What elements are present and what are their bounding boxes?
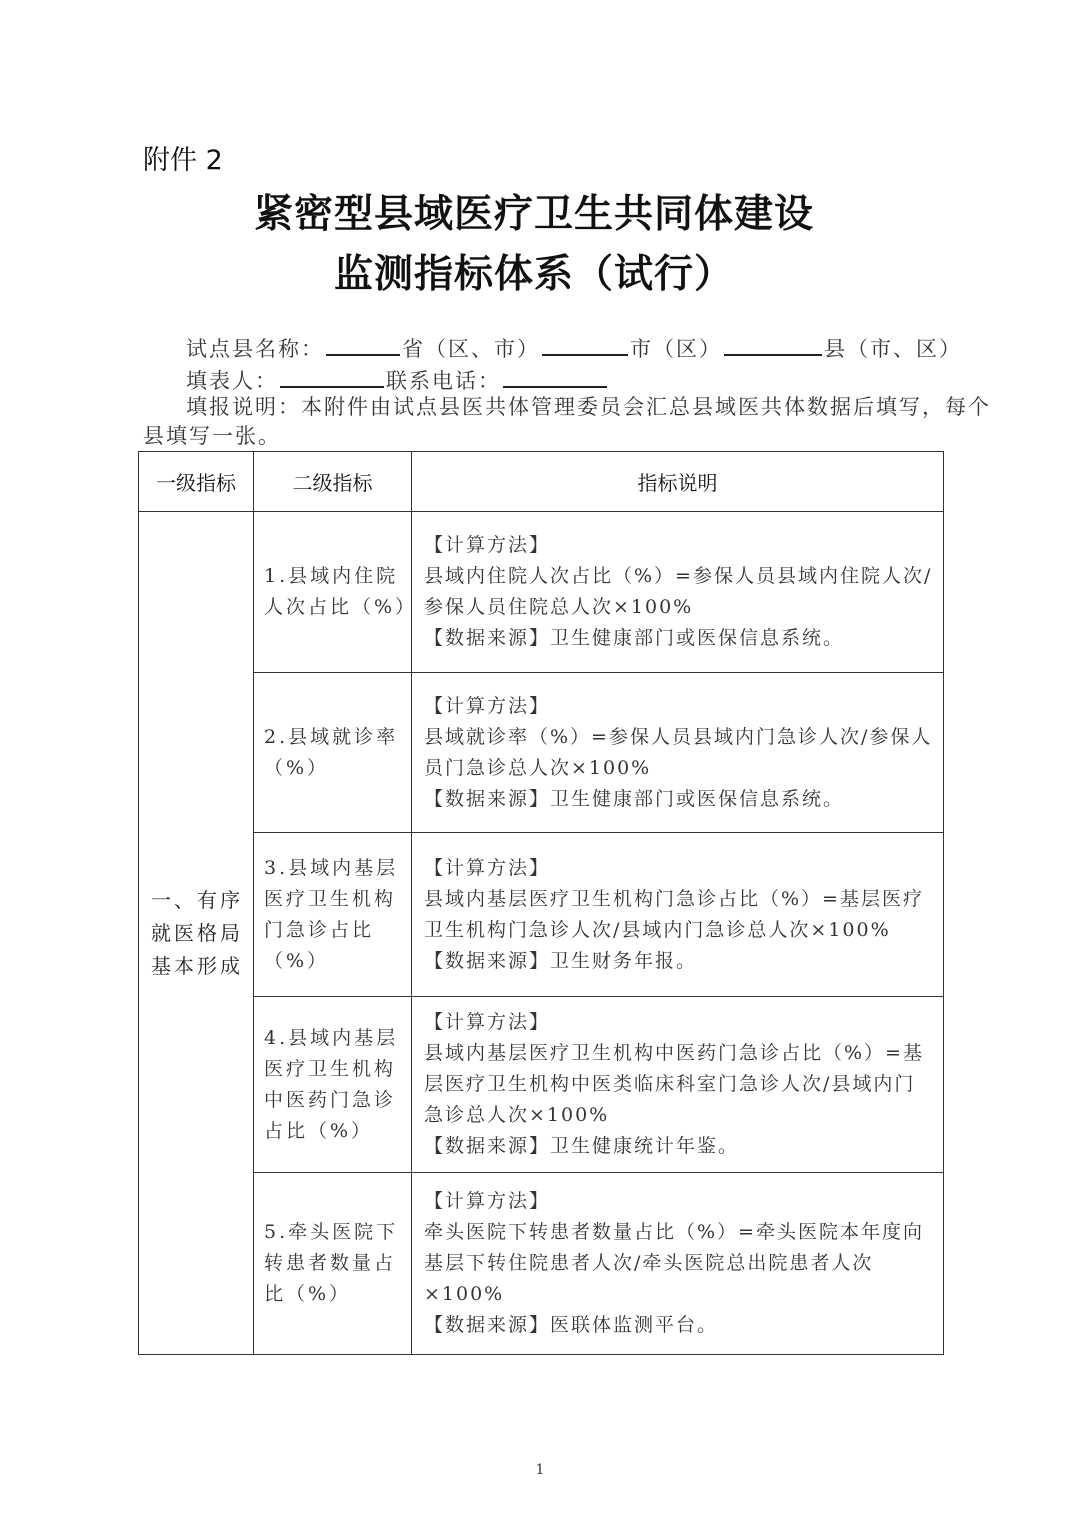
- indicator-name-line: 1.县域内住院: [264, 565, 399, 587]
- description-line: 【计算方法】: [424, 1190, 551, 1212]
- province-label: 省（区、市）: [402, 337, 540, 361]
- header-level2: 二级指标: [254, 452, 412, 512]
- category-line: 一、有序: [151, 887, 243, 912]
- indicator-name-line: 3.县域内基层: [264, 856, 399, 879]
- table-row: [139, 833, 944, 997]
- filler-blank[interactable]: [280, 364, 384, 388]
- document-title-line1: 紧密型县域医疗卫生共同体建设: [253, 192, 814, 237]
- indicator-name-line: 转患者数量占: [264, 1252, 397, 1274]
- indicator-name-line: 医疗卫生机构: [264, 887, 397, 910]
- document-title-line2: 监测指标体系（试行）: [333, 252, 734, 297]
- description-line: 【计算方法】: [424, 694, 551, 717]
- level1-category-cell: [139, 512, 254, 1355]
- indicator-name-cell: [254, 1173, 412, 1355]
- description-line: 层医疗卫生机构中医类临床科室门急诊人次/县域内门: [424, 1073, 916, 1095]
- page-number: 1: [535, 1462, 545, 1478]
- indicator-description-cell: [412, 833, 944, 997]
- description-line: 急诊总人次×100%: [424, 1104, 610, 1126]
- indicator-name-line: 4.县域内基层: [264, 1026, 399, 1049]
- description-line: 牵头医院下转患者数量占比（%）=牵头医院本年度向: [424, 1221, 924, 1243]
- indicator-name-line: 2.县域就诊率: [264, 725, 399, 748]
- indicator-name-cell: [254, 833, 412, 997]
- filler-label: 填表人：: [186, 369, 278, 393]
- indicator-name-line: 人次占比（%）: [264, 596, 418, 618]
- attachment-label: 附件 2: [143, 145, 223, 176]
- description-line: 县域就诊率（%）=参保人员县域内门急诊人次/参保人: [424, 725, 933, 748]
- table-row: [139, 512, 944, 673]
- phone-blank[interactable]: [503, 364, 607, 388]
- description-line: 卫生机构门急诊人次/县域内门急诊总人次×100%: [424, 918, 891, 941]
- description-line: 【计算方法】: [424, 856, 551, 879]
- header-level1: 一级指标: [139, 452, 254, 512]
- description-line: 县域内基层医疗卫生机构中医药门急诊占比（%）=基: [424, 1042, 924, 1064]
- table-header-row: [139, 452, 944, 512]
- description-line: 【数据来源】卫生健康部门或医保信息系统。: [424, 787, 845, 810]
- category-line: 就医格局: [151, 920, 243, 945]
- county-blank[interactable]: [724, 332, 822, 356]
- filler-info-line: [186, 364, 609, 395]
- filling-note: [143, 393, 991, 451]
- description-line: 【数据来源】卫生财务年报。: [424, 949, 698, 972]
- description-line: 基层下转住院患者人次/牵头医院总出院患者人次: [424, 1252, 874, 1274]
- indicator-description-cell: [412, 512, 944, 673]
- indicator-description-cell: [412, 997, 944, 1173]
- description-line: ×100%: [424, 1283, 505, 1305]
- indicator-description-cell: [412, 1173, 944, 1355]
- county-info-line: [186, 332, 962, 363]
- filling-note-line1: 填报说明：本附件由试点县医共体管理委员会汇总县域医共体数据后填写，每个: [186, 395, 991, 419]
- indicator-name-line: 比（%）: [264, 1283, 352, 1305]
- indicator-name-line: （%）: [264, 756, 330, 779]
- description-line: 参保人员住院总人次×100%: [424, 596, 694, 618]
- city-label: 市（区）: [630, 337, 722, 361]
- table-row: [139, 673, 944, 833]
- description-line: 【计算方法】: [424, 534, 551, 556]
- table-row: [139, 1173, 944, 1355]
- description-line: 【数据来源】卫生健康部门或医保信息系统。: [424, 627, 845, 649]
- city-blank[interactable]: [542, 332, 628, 356]
- description-line: 员门急诊总人次×100%: [424, 756, 652, 779]
- phone-label: 联系电话：: [386, 369, 501, 393]
- indicator-name-line: 医疗卫生机构: [264, 1057, 397, 1080]
- county-name-blank[interactable]: [326, 332, 400, 356]
- indicator-name-line: 5.牵头医院下: [264, 1221, 399, 1243]
- description-line: 【计算方法】: [424, 1011, 551, 1033]
- table-row: [139, 997, 944, 1173]
- description-line: 县域内住院人次占比（%）=参保人员县域内住院人次/: [424, 565, 933, 587]
- description-line: 县域内基层医疗卫生机构门急诊占比（%）=基层医疗: [424, 887, 924, 910]
- indicator-name-cell: [254, 997, 412, 1173]
- indicator-name-line: 中医药门急诊: [264, 1088, 397, 1111]
- indicator-name-cell: [254, 673, 412, 833]
- category-line: 基本形成: [151, 953, 243, 978]
- indicator-name-cell: [254, 512, 418, 673]
- indicator-name-line: （%）: [264, 949, 330, 972]
- header-description: 指标说明: [412, 452, 944, 512]
- county-name-label: 试点县名称：: [186, 337, 324, 361]
- indicator-name-line: 占比（%）: [264, 1119, 374, 1142]
- indicator-description-cell: [412, 673, 944, 833]
- indicator-name-line: 门急诊占比: [264, 918, 375, 941]
- county-suffix-label: 县（市、区）: [824, 337, 962, 361]
- filling-note-line2: 县填写一张。: [143, 424, 281, 448]
- description-line: 【数据来源】卫生健康统计年鉴。: [424, 1135, 740, 1157]
- description-line: 【数据来源】医联体监测平台。: [424, 1314, 719, 1336]
- indicator-table: [138, 451, 944, 1355]
